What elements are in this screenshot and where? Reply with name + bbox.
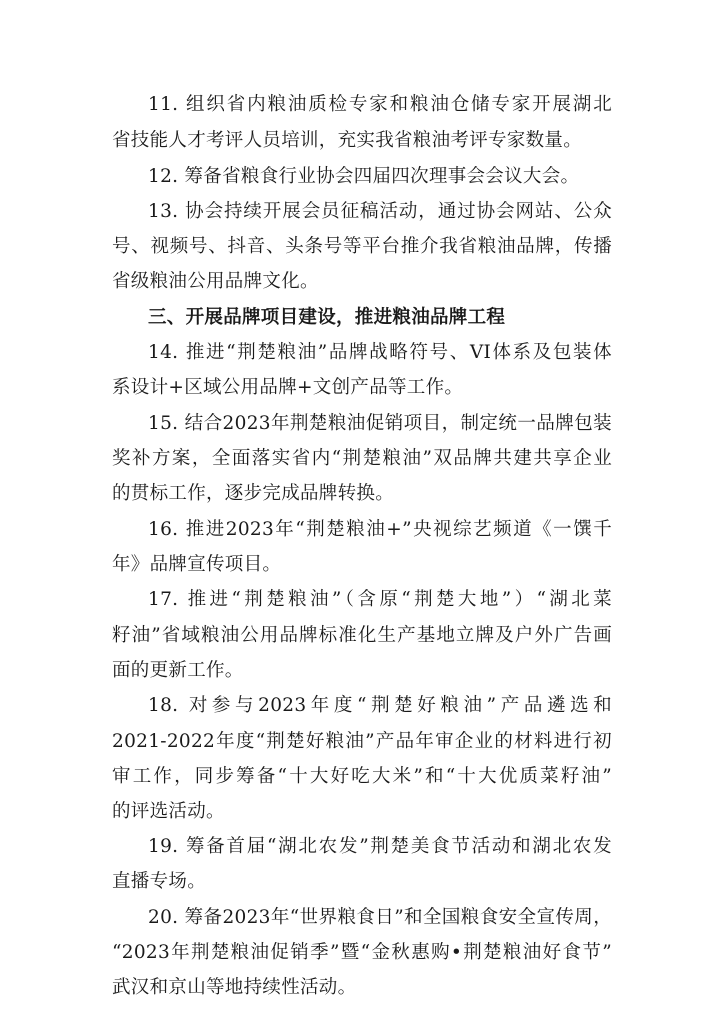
item-18-line-2: 2021-2022年度“荆楚好粮油”产品年审企业的材料进行初 <box>112 731 612 752</box>
section-heading-3: 三、开展品牌项目建设，推进粮油品牌工程 <box>148 307 506 328</box>
item-17-line-3: 面的更新工作。 <box>112 660 244 681</box>
item-15-line-3: 的贯标工作，逐步完成品牌转换。 <box>112 483 395 504</box>
item-13-line-3: 省级粮油公用品牌文化。 <box>112 271 319 292</box>
item-20-line-1: 20. 筹备2023年“世界粮食日”和全国粮食安全宣传周， <box>148 907 612 928</box>
item-16-line-2: 年》品牌宣传项目。 <box>112 554 282 575</box>
item-14-line-1: 14. 推进“荆楚粮油”品牌战略符号、VI体系及包装体 <box>148 342 612 363</box>
item-18-line-4: 的评选活动。 <box>112 801 225 822</box>
item-20-line-2: “2023年荆楚粮油促销季”暨“金秋惠购•荆楚粮油好食节” <box>112 942 612 963</box>
item-20-line-3: 武汉和京山等地持续性活动。 <box>112 977 357 998</box>
item-17-line-1: 17. 推进“荆楚粮油”（含原“荆楚大地”）“湖北菜 <box>148 589 612 610</box>
item-18-line-3: 审工作，同步筹备“十大好吃大米”和“十大优质菜籽油” <box>112 766 612 787</box>
item-17-line-2: 籽油”省域粮油公用品牌标准化生产基地立牌及户外广告画 <box>112 625 612 646</box>
item-15-line-2: 奖补方案，全面落实省内“荆楚粮油”双品牌共建共享企业 <box>112 448 612 469</box>
item-13-line-1: 13. 协会持续开展会员征稿活动，通过协会网站、公众 <box>148 201 612 222</box>
item-12-line-1: 12. 筹备省粮食行业协会四届四次理事会会议大会。 <box>148 166 580 187</box>
item-11-line-1: 11. 组织省内粮油质检专家和粮油仓储专家开展湖北 <box>148 94 612 115</box>
item-14-line-2: 系设计+区域公用品牌+文创产品等工作。 <box>112 377 464 398</box>
item-19-line-2: 直播专场。 <box>112 871 207 892</box>
item-18-line-1: 18. 对参与2023年度“荆楚好粮油”产品遴选和 <box>148 695 612 716</box>
item-16-line-1: 16. 推进2023年“荆楚粮油+”央视综艺频道《一馔千 <box>148 519 612 540</box>
item-15-line-1: 15. 结合2023年荆楚粮油促销项目，制定统一品牌包装 <box>148 413 612 434</box>
item-19-line-1: 19. 筹备首届“湖北农发”荆楚美食节活动和湖北农发 <box>148 836 612 857</box>
item-13-line-2: 号、视频号、抖音、头条号等平台推介我省粮油品牌，传播 <box>112 236 612 257</box>
item-11-line-2: 省技能人才考评人员培训，充实我省粮油考评专家数量。 <box>112 130 583 151</box>
